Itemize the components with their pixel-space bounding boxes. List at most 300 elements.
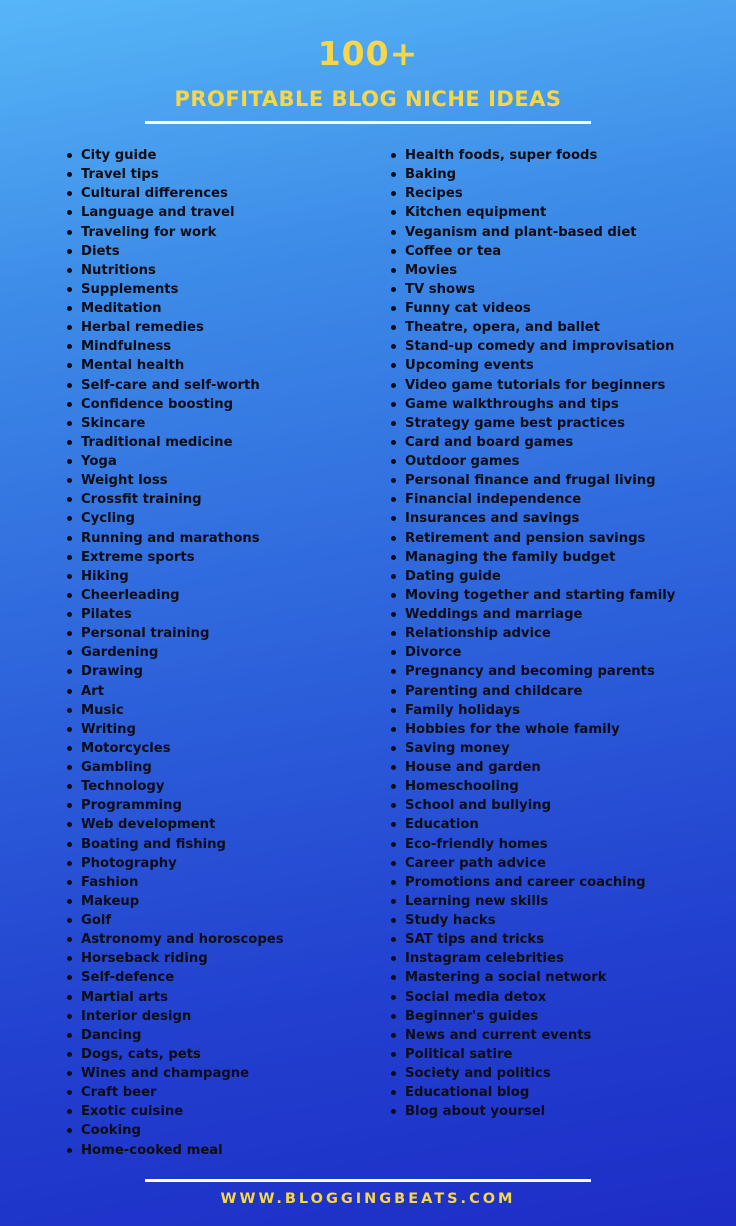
list-item	[66, 662, 366, 681]
bullet-icon	[391, 402, 396, 407]
bullet-icon	[391, 1071, 396, 1076]
list-item	[390, 777, 720, 796]
bullet-icon	[391, 689, 396, 694]
list-item-label: Gambling	[81, 760, 152, 775]
list-item-label: Upcoming events	[405, 358, 534, 374]
list-item-label: Recipes	[405, 186, 463, 202]
list-item	[390, 146, 720, 165]
list-item	[66, 835, 366, 854]
bullet-icon	[67, 230, 72, 235]
list-item-label: Blog about yoursel	[405, 1104, 546, 1120]
bullet-icon	[67, 1109, 72, 1114]
bullet-icon	[67, 440, 72, 445]
list-item	[66, 1026, 366, 1045]
bullet-icon	[67, 1014, 72, 1019]
list-item-label: Stand-up comedy and improvisation	[405, 339, 675, 355]
list-item	[390, 758, 720, 777]
list-item	[390, 433, 720, 452]
list-item	[390, 280, 720, 299]
list-item	[66, 930, 366, 949]
list-item-label: Confidence boosting	[81, 396, 234, 412]
bullet-icon	[391, 669, 396, 674]
list-item-label: Mental health	[81, 358, 185, 374]
list-item-label: Crossfit training	[81, 492, 202, 508]
list-item-label: Relationship advice	[405, 626, 551, 642]
bullet-icon	[67, 937, 72, 942]
list-item-label: Insurances and savings	[405, 511, 580, 527]
list-item	[66, 1083, 366, 1102]
list-item-label: Skincare	[81, 415, 146, 431]
bullet-icon	[67, 172, 72, 177]
list-item	[66, 968, 366, 987]
list-item-label: Pilates	[81, 607, 132, 622]
list-item	[66, 471, 366, 490]
list-item-label: Mastering a social network	[405, 970, 607, 986]
list-item	[66, 165, 366, 184]
list-item-label: Promotions and career coaching	[405, 874, 646, 890]
list-item-label: Wines and champagne	[81, 1066, 250, 1081]
bullet-icon	[67, 650, 72, 655]
list-item-label: Supplements	[81, 281, 179, 297]
bullet-icon	[67, 918, 72, 923]
list-item	[66, 548, 366, 567]
bullet-icon	[391, 1109, 396, 1114]
bullet-icon	[67, 746, 72, 751]
list-item-label: Diets	[81, 243, 120, 259]
list-item	[390, 529, 720, 548]
list-item	[390, 184, 720, 203]
list-item-label: Beginner's guides	[405, 1008, 539, 1024]
list-item-label: Travel tips	[81, 167, 159, 183]
list-item-label: Managing the family budget	[405, 549, 616, 565]
list-item-label: Cooking	[81, 1123, 141, 1139]
bullet-icon	[67, 784, 72, 789]
bullet-icon	[391, 210, 396, 215]
list-item-label: Running and marathons	[81, 530, 260, 546]
list-item-label: Self-defence	[81, 970, 175, 986]
list-item-label: Video game tutorials for beginners	[405, 377, 666, 393]
list-item-label: Yoga	[81, 454, 117, 469]
list-item-label: Outdoor games	[405, 454, 520, 469]
list-item	[66, 643, 366, 662]
list-item-label: Personal training	[81, 626, 210, 642]
bullet-icon	[391, 555, 396, 560]
bullet-icon	[67, 708, 72, 713]
list-item-label: Exotic cuisine	[81, 1104, 184, 1120]
list-item	[66, 701, 366, 720]
list-item	[66, 203, 366, 222]
footer-url[interactable]: WWW.BLOGGINGBEATS.COM	[220, 1191, 516, 1207]
bullet-icon	[67, 631, 72, 636]
list-item	[390, 1083, 720, 1102]
list-item	[390, 548, 720, 567]
list-item-label: Parenting and childcare	[405, 683, 583, 699]
list-item-label: Cycling	[81, 511, 135, 527]
list-item	[390, 586, 720, 605]
bullet-icon	[67, 765, 72, 770]
list-item-label: Personal finance and frugal living	[405, 473, 656, 489]
list-item-label: House and garden	[405, 760, 541, 775]
bullet-icon	[391, 1033, 396, 1038]
list-item-label: Web development	[81, 817, 216, 833]
list-item	[390, 605, 720, 624]
bullet-icon	[391, 803, 396, 808]
list-item-label: Study hacks	[405, 913, 496, 928]
list-item	[390, 1026, 720, 1045]
bullet-icon	[67, 1090, 72, 1095]
bullet-icon	[67, 287, 72, 292]
bullet-icon	[391, 268, 396, 273]
bullet-icon	[391, 574, 396, 579]
bullet-icon	[391, 612, 396, 617]
list-item	[66, 873, 366, 892]
list-item-label: Hiking	[81, 568, 129, 584]
list-item	[66, 739, 366, 758]
list-item-label: Learning new skills	[405, 893, 549, 909]
list-item	[66, 318, 366, 337]
list-item	[66, 796, 366, 815]
bullet-icon	[391, 287, 396, 292]
list-item-label: Dogs, cats, pets	[81, 1046, 201, 1062]
list-item-label: Home-cooked meal	[81, 1142, 223, 1158]
bullet-icon	[67, 536, 72, 541]
list-item	[66, 815, 366, 834]
bullet-icon	[67, 612, 72, 617]
list-item-label: Baking	[405, 167, 457, 183]
bullet-icon	[391, 459, 396, 464]
bullet-icon	[391, 344, 396, 349]
list-item-label: Boating and fishing	[81, 836, 226, 852]
headline-number: 100+	[317, 34, 419, 73]
bullet-icon	[391, 995, 396, 1000]
list-item-label: Fashion	[81, 874, 139, 890]
bullet-icon	[391, 325, 396, 330]
list-item-label: Pregnancy and becoming parents	[405, 664, 655, 680]
bullet-icon	[391, 536, 396, 541]
list-item	[390, 337, 720, 356]
list-item	[390, 643, 720, 662]
headline-subtitle: PROFITABLE BLOG NICHE IDEAS	[174, 87, 562, 111]
left-niche-list	[66, 146, 366, 1160]
list-item	[390, 471, 720, 490]
bullet-icon	[391, 822, 396, 827]
list-item	[390, 452, 720, 471]
bullet-icon	[391, 727, 396, 732]
bullet-icon	[391, 861, 396, 866]
bullet-icon	[67, 842, 72, 847]
bullet-icon	[391, 363, 396, 368]
list-item	[390, 682, 720, 701]
list-item	[390, 567, 720, 586]
list-item	[390, 261, 720, 280]
bullet-icon	[391, 1090, 396, 1095]
list-item-label: Drawing	[81, 664, 143, 680]
list-item	[390, 1064, 720, 1083]
list-item	[66, 777, 366, 796]
list-item-label: Cultural differences	[81, 186, 228, 202]
list-item-label: Gardening	[81, 645, 159, 661]
bullet-icon	[67, 363, 72, 368]
list-item	[390, 624, 720, 643]
list-item-label: Retirement and pension savings	[405, 530, 646, 546]
bullet-icon	[67, 593, 72, 598]
list-item-label: Financial independence	[405, 492, 582, 508]
bottom-divider	[145, 1179, 591, 1182]
bullet-icon	[67, 669, 72, 674]
bullet-icon	[67, 727, 72, 732]
bullet-icon	[67, 325, 72, 330]
list-item-label: News and current events	[405, 1027, 592, 1043]
bullet-icon	[67, 555, 72, 560]
list-item-label: TV shows	[405, 281, 476, 297]
bullet-icon	[67, 383, 72, 388]
bullet-icon	[391, 631, 396, 636]
bullet-icon	[67, 402, 72, 407]
list-item-label: Weight loss	[81, 473, 168, 489]
list-item	[66, 567, 366, 586]
list-item	[66, 184, 366, 203]
bullet-icon	[67, 478, 72, 483]
list-item-label: Traditional medicine	[81, 434, 233, 450]
top-divider	[145, 121, 591, 124]
bullet-icon	[67, 1052, 72, 1057]
list-item	[66, 586, 366, 605]
bullet-icon	[391, 880, 396, 885]
list-item-label: Technology	[81, 779, 165, 795]
list-item-label: Dancing	[81, 1027, 142, 1043]
bullet-icon	[391, 153, 396, 158]
list-item	[390, 662, 720, 681]
list-item	[66, 376, 366, 395]
list-item	[390, 911, 720, 930]
list-item-label: Art	[81, 683, 105, 699]
list-item	[390, 223, 720, 242]
bullet-icon	[391, 784, 396, 789]
list-item-label: Health foods, super foods	[405, 148, 598, 163]
list-item	[390, 1102, 720, 1121]
list-item	[66, 624, 366, 643]
list-item	[66, 337, 366, 356]
list-item-label: Programming	[81, 798, 182, 814]
list-item	[390, 414, 720, 433]
list-item	[66, 758, 366, 777]
bullet-icon	[391, 899, 396, 904]
list-item-label: Political satire	[405, 1046, 513, 1062]
list-item	[390, 395, 720, 414]
bullet-icon	[67, 344, 72, 349]
list-item	[390, 796, 720, 815]
list-item	[66, 682, 366, 701]
bullet-icon	[67, 191, 72, 196]
list-item	[390, 988, 720, 1007]
list-item	[66, 911, 366, 930]
bullet-icon	[391, 937, 396, 942]
list-item	[66, 261, 366, 280]
list-item-label: Weddings and marriage	[405, 607, 583, 622]
bullet-icon	[391, 975, 396, 980]
list-item	[66, 1045, 366, 1064]
list-item-label: Meditation	[81, 301, 162, 316]
list-item	[390, 815, 720, 834]
list-item	[66, 242, 366, 261]
list-item	[390, 376, 720, 395]
list-item-label: Makeup	[81, 893, 140, 909]
right-niche-list	[390, 146, 720, 1121]
bullet-icon	[391, 765, 396, 770]
bullet-icon	[391, 516, 396, 521]
list-item-label: Game walkthroughs and tips	[405, 396, 619, 412]
list-item-label: Language and travel	[81, 205, 235, 221]
bullet-icon	[391, 918, 396, 923]
bullet-icon	[391, 478, 396, 483]
list-item	[66, 1121, 366, 1140]
bullet-icon	[391, 650, 396, 655]
bullet-icon	[391, 172, 396, 177]
list-item	[390, 203, 720, 222]
list-item	[390, 701, 720, 720]
bullet-icon	[67, 268, 72, 273]
bullet-icon	[391, 708, 396, 713]
list-item	[66, 720, 366, 739]
bullet-icon	[391, 593, 396, 598]
list-item-label: Hobbies for the whole family	[405, 721, 620, 737]
bullet-icon	[67, 249, 72, 254]
list-item-label: Theatre, opera, and ballet	[405, 320, 600, 336]
list-item	[390, 490, 720, 509]
list-item	[66, 892, 366, 911]
list-item-label: Funny cat videos	[405, 301, 531, 316]
list-item	[66, 1064, 366, 1083]
list-item-label: Dating guide	[405, 568, 501, 584]
bullet-icon	[67, 574, 72, 579]
list-item	[66, 356, 366, 375]
bullet-icon	[67, 880, 72, 885]
bullet-icon	[67, 995, 72, 1000]
list-item-label: Nutritions	[81, 262, 156, 278]
bullet-icon	[67, 210, 72, 215]
list-item-label: Golf	[81, 913, 112, 928]
bullet-icon	[67, 956, 72, 961]
bullet-icon	[67, 689, 72, 694]
list-item	[390, 1007, 720, 1026]
list-item-label: Motorcycles	[81, 740, 171, 756]
list-item-label: Veganism and plant-based diet	[405, 224, 637, 240]
list-item-label: Instagram celebrities	[405, 951, 564, 967]
list-item-label: Kitchen equipment	[405, 205, 547, 221]
list-item	[66, 509, 366, 528]
list-item-label: School and bullying	[405, 798, 552, 814]
bullet-icon	[391, 746, 396, 751]
bullet-icon	[391, 1052, 396, 1057]
list-item-label: Divorce	[405, 645, 462, 661]
list-item	[66, 854, 366, 873]
list-item-label: Herbal remedies	[81, 320, 204, 336]
list-item	[66, 1102, 366, 1121]
bullet-icon	[391, 440, 396, 445]
list-item	[390, 968, 720, 987]
bullet-icon	[391, 842, 396, 847]
bullet-icon	[67, 861, 72, 866]
list-item-label: Music	[81, 702, 124, 718]
list-item-label: Astronomy and horoscopes	[81, 932, 284, 948]
list-item-label: Saving money	[405, 740, 510, 756]
bullet-icon	[391, 956, 396, 961]
bullet-icon	[391, 1014, 396, 1019]
list-item-label: Moving together and starting family	[405, 587, 676, 603]
bullet-icon	[67, 516, 72, 521]
list-item-label: Interior design	[81, 1008, 192, 1024]
bullet-icon	[67, 306, 72, 311]
list-item-label: Educational blog	[405, 1085, 530, 1101]
list-item-label: Movies	[405, 262, 458, 278]
list-item	[66, 146, 366, 165]
list-item	[390, 892, 720, 911]
list-item	[390, 165, 720, 184]
list-item	[390, 720, 720, 739]
list-item-label: Extreme sports	[81, 549, 195, 565]
bullet-icon	[391, 306, 396, 311]
list-item	[390, 299, 720, 318]
list-item	[390, 242, 720, 261]
list-item-label: Martial arts	[81, 989, 168, 1005]
list-item-label: Career path advice	[405, 855, 546, 871]
list-item-label: Homeschooling	[405, 779, 519, 795]
bullet-icon	[391, 249, 396, 254]
bullet-icon	[67, 1148, 72, 1153]
bullet-icon	[67, 899, 72, 904]
list-item-label: Writing	[81, 721, 136, 737]
bullet-icon	[391, 230, 396, 235]
list-item-label: Strategy game best practices	[405, 415, 625, 431]
list-item-label: Cheerleading	[81, 587, 180, 603]
list-item-label: Traveling for work	[81, 224, 217, 240]
list-item-label: Photography	[81, 855, 177, 871]
list-item	[390, 318, 720, 337]
list-item	[66, 223, 366, 242]
list-item-label: Society and politics	[405, 1066, 551, 1081]
bullet-icon	[67, 1128, 72, 1133]
bullet-icon	[67, 153, 72, 158]
list-item-label: Card and board games	[405, 434, 574, 450]
list-item	[66, 395, 366, 414]
list-item	[66, 605, 366, 624]
list-item	[66, 452, 366, 471]
bullet-icon	[67, 975, 72, 980]
bullet-icon	[67, 497, 72, 502]
list-item	[390, 1045, 720, 1064]
bullet-icon	[67, 822, 72, 827]
list-item	[66, 1007, 366, 1026]
list-item-label: Eco-friendly homes	[405, 836, 548, 852]
list-item-label: Education	[405, 817, 479, 833]
list-item-label: Mindfulness	[81, 339, 172, 355]
list-item	[66, 529, 366, 548]
list-item-label: Craft beer	[81, 1085, 157, 1101]
bullet-icon	[67, 1071, 72, 1076]
list-item	[390, 930, 720, 949]
list-item	[390, 739, 720, 758]
list-item-label: Horseback riding	[81, 951, 208, 967]
list-item-label: City guide	[81, 148, 157, 163]
list-item-label: Coffee or tea	[405, 243, 502, 259]
list-item	[66, 1141, 366, 1160]
bullet-icon	[391, 421, 396, 426]
list-item	[66, 280, 366, 299]
list-item	[66, 433, 366, 452]
list-item	[66, 949, 366, 968]
list-item	[390, 949, 720, 968]
bullet-icon	[67, 459, 72, 464]
